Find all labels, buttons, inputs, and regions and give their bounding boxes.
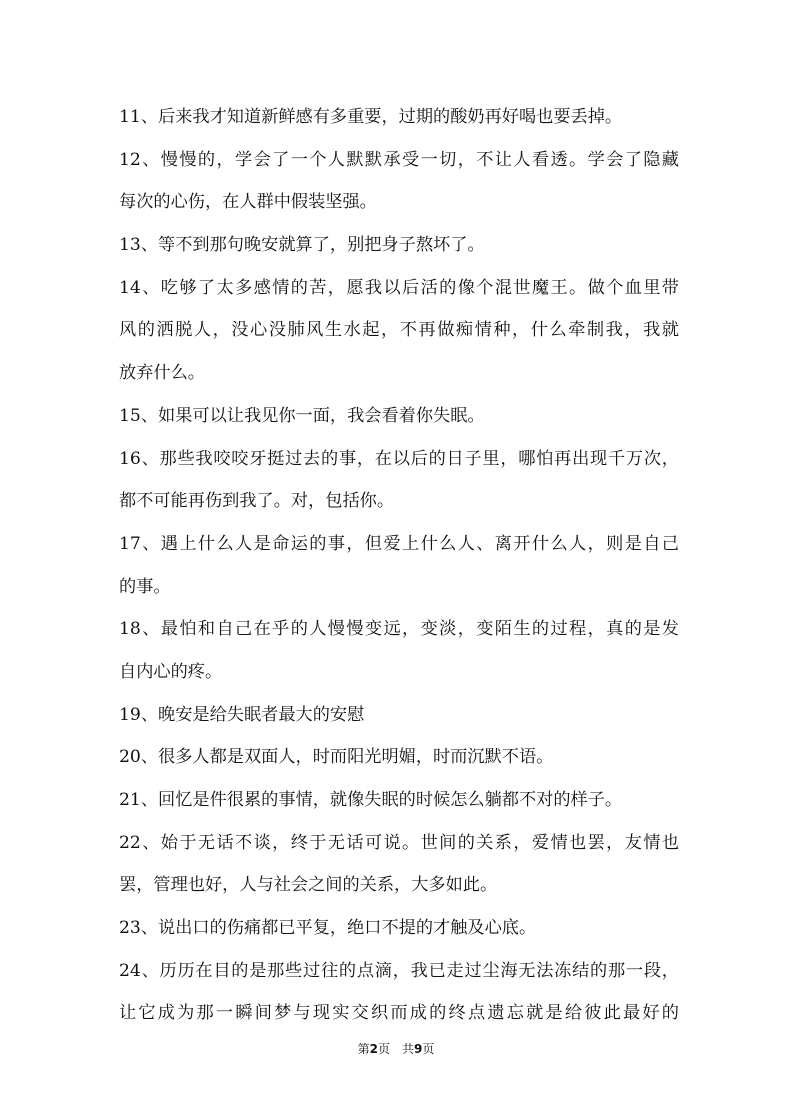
text-line: 22、始于无话不谈，终于无话可说。世间的关系，爱情也罢，友情也 xyxy=(119,832,679,853)
text-line: 罢，管理也好，人与社会之间的关系，大多如此。 xyxy=(119,875,498,896)
text-line: 16、那些我咬咬牙挺过去的事，在以后的日子里，哪怕再出现千万次， xyxy=(119,448,679,469)
text-line: 17、遇上什么人是命运的事，但爱上什么人、离开什么人，则是自己 xyxy=(119,533,679,554)
text-line: 放弃什么。 xyxy=(119,363,205,384)
text-line: 14、吃够了太多感情的苦，愿我以后活的像个混世魔王。做个血里带 xyxy=(119,277,679,298)
text-line: 15、如果可以让我见你一面，我会看着你失眠。 xyxy=(119,405,485,426)
text-line: 12、慢慢的，学会了一个人默默承受一切，不让人看透。学会了隐藏 xyxy=(119,149,679,170)
text-line: 每次的心伤，在人群中假装坚强。 xyxy=(119,192,377,213)
current-page-number: 2 xyxy=(369,1042,378,1056)
text-line: 风的洒脱人，没心没肺风生水起，不再做痴情种，什么牵制我，我就 xyxy=(119,320,679,341)
total-suffix: 页 xyxy=(422,1042,435,1056)
page-prefix: 第 xyxy=(357,1042,370,1056)
total-page-number: 9 xyxy=(414,1042,423,1056)
page-suffix: 页 xyxy=(377,1042,390,1056)
total-prefix: 共 xyxy=(402,1042,415,1056)
text-line: 20、很多人都是双面人，时而阳光明媚，时而沉默不语。 xyxy=(119,747,554,768)
text-line: 19、晚安是给失眠者最大的安慰 xyxy=(119,704,365,725)
text-line: 18、最怕和自己在乎的人慢慢变远，变淡，变陌生的过程，真的是发 xyxy=(119,619,679,640)
text-line: 自内心的疼。 xyxy=(119,661,223,682)
text-line: 23、说出口的伤痛都已平复，绝口不提的才触及心底。 xyxy=(119,918,537,939)
text-line: 24、历历在目的是那些过往的点滴，我已走过尘海无法冻结的那一段， xyxy=(119,960,679,981)
text-line: 的事。 xyxy=(119,576,171,597)
text-line: 都不可能再伤到我了。对，包括你。 xyxy=(119,491,395,512)
text-line: 13、等不到那句晚安就算了，别把身子熬坏了。 xyxy=(119,235,485,256)
text-line: 11、后来我才知道新鲜感有多重要，过期的酸奶再好喝也要丢掉。 xyxy=(119,107,623,127)
text-line: 让它成为那一瞬间梦与现实交织而成的终点遗忘就是给彼此最好的 xyxy=(119,1003,679,1024)
text-line: 21、回忆是件很累的事情，就像失眠的时候怎么躺都不对的样子。 xyxy=(119,790,623,810)
page-footer xyxy=(0,1040,792,1057)
document-body xyxy=(119,96,679,1035)
